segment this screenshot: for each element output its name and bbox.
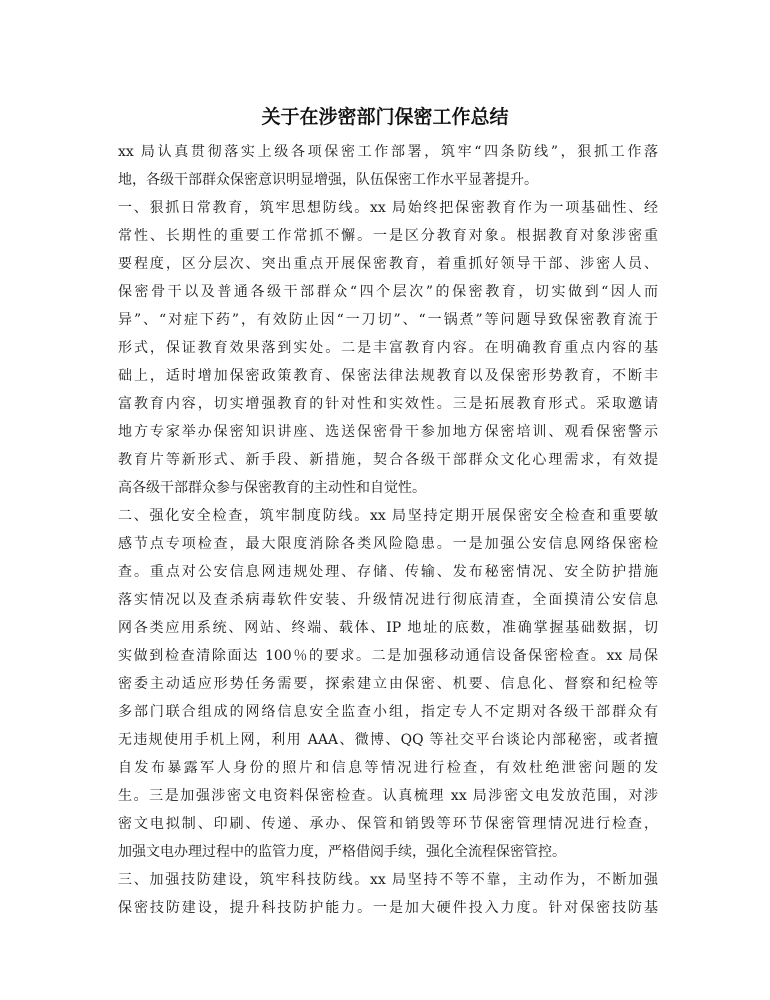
document-title: 关于在涉密部门保密工作总结 — [261, 106, 509, 128]
text-line: 富教育内容，切实增强教育的针对性和实效性。三是拓展教育形式。采取邀请 — [118, 396, 658, 412]
text-line: 多部门联合组成的网络信息安全监查小组，指定专人不定期对各级干部群众有 — [118, 704, 658, 720]
text-line: 保密技防建设，提升科技防护能力。一是加大硬件投入力度。针对保密技防基 — [118, 900, 658, 916]
text-line: 保密骨干以及普通各级干部群众“四个层次”的保密教育，切实做到“因人而 — [118, 284, 658, 300]
text-line: 二、强化安全检查，筑牢制度防线。xx 局坚持定期开展保密安全检查和重要敏 — [118, 508, 658, 524]
text-line: 形式，保证教育效果落到实处。二是丰富教育内容。在明确教育重点内容的基 — [118, 340, 658, 356]
text-line: 无违规使用手机上网，利用 AAA、微博、QQ 等社交平台谈论内部秘密，或者擅 — [118, 732, 658, 748]
text-line: 生。三是加强涉密文电资料保密检查。认真梳理 xx 局涉密文电发放范围，对涉 — [118, 788, 658, 804]
text-line: 要程度，区分层次、突出重点开展保密教育，着重抓好领导干部、涉密人员、 — [118, 256, 658, 272]
text-line: 查。重点对公安信息网违规处理、存储、传输、发布秘密情况、安全防护措施 — [118, 564, 658, 580]
text-line: 地，各级干部群众保密意识明显增强，队伍保密工作水平显著提升。 — [118, 172, 538, 188]
text-line: 自发布暴露军人身份的照片和信息等情况进行检查，有效杜绝泄密问题的发 — [118, 760, 658, 776]
text-line: 高各级干部群众参与保密教育的主动性和自觉性。 — [118, 480, 426, 496]
text-line: 加强文电办理过程中的监管力度，严格借阅手续，强化全流程保密管控。 — [118, 844, 566, 860]
text-line: 感节点专项检查，最大限度消除各类风险隐患。一是加强公安信息网络保密检 — [118, 536, 658, 552]
text-line: 一、狠抓日常教育，筑牢思想防线。xx 局始终把保密教育作为一项基础性、经 — [118, 200, 658, 216]
text-line: 三、加强技防建设，筑牢科技防线。xx 局坚持不等不靠，主动作为，不断加强 — [118, 872, 658, 888]
text-line: 实做到检查清除面达 100％的要求。二是加强移动通信设备保密检查。xx 局保 — [118, 648, 658, 664]
text-line: 础上，适时增加保密政策教育、保密法律法规教育以及保密形势教育，不断丰 — [118, 368, 658, 384]
text-line: 异”、“对症下药”，有效防止因“一刀切”、“一锅煮”等问题导致保密教育流于 — [118, 312, 658, 328]
text-line: 地方专家举办保密知识讲座、选送保密骨干参加地方保密培训、观看保密警示 — [118, 424, 658, 440]
text-line: 网各类应用系统、网站、终端、载体、IP 地址的底数，准确掌握基础数据，切 — [118, 620, 658, 636]
text-line: xx 局认真贯彻落实上级各项保密工作部署，筑牢“四条防线”，狠抓工作落 — [118, 144, 658, 160]
text-line: 密文电拟制、印刷、传递、承办、保管和销毁等环节保密管理情况进行检查， — [118, 816, 658, 832]
text-line: 密委主动适应形势任务需要，探索建立由保密、机要、信息化、督察和纪检等 — [118, 676, 658, 692]
text-line: 常性、长期性的重要工作常抓不懈。一是区分教育对象。根据教育对象涉密重 — [118, 228, 658, 244]
text-line: 教育片等新形式、新手段、新措施，契合各级干部群众文化心理需求，有效提 — [118, 452, 658, 468]
text-line: 落实情况以及查杀病毒软件安装、升级情况进行彻底清查，全面摸清公安信息 — [118, 592, 658, 608]
